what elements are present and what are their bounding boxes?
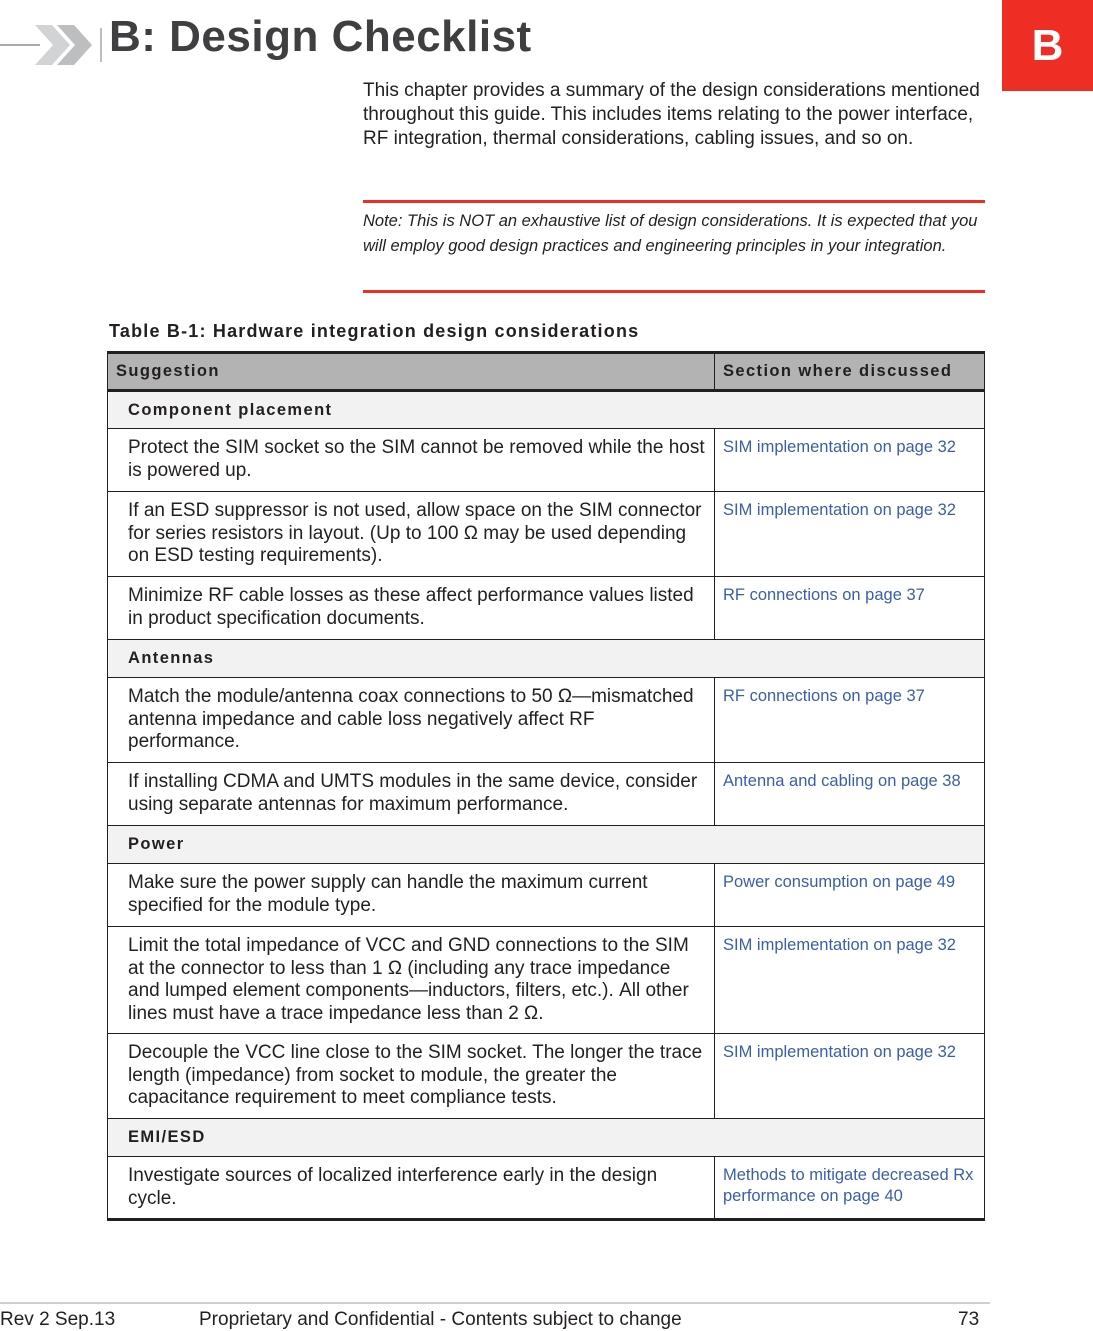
table-row [108,429,985,492]
suggestion-cell: If installing CDMA and UMTS modules in the same device, consider using separate antennas for maximum performance. [108,763,715,826]
section-link[interactable]: SIM implementation on page 32 [715,927,985,1034]
group-row-component-placement [108,391,985,429]
footer-rule [0,1302,990,1304]
section-link[interactable]: SIM implementation on page 32 [715,429,985,492]
table-row [108,763,985,826]
table-row [108,1034,985,1119]
section-link[interactable]: Methods to mitigate decreased Rx performance on page 40 [715,1157,985,1220]
suggestion-cell: Match the module/antenna coax connections to 50 Ω—mismatched antenna impedance and cable loss negatively affect RF performance. [108,678,715,763]
suggestion-cell: Limit the total impedance of VCC and GND connections to the SIM at the connector to less than 1 Ω (including any trace impedance and lumped element components—inductors, filters, etc.). All other lines must have a trace impedance less than 2 Ω. [108,927,715,1034]
section-link[interactable]: Power consumption on page 49 [715,864,985,927]
group-label: EMI/ESD [108,1119,985,1157]
table-row [108,927,985,1034]
table-row [108,1157,985,1220]
table-row [108,492,985,577]
suggestion-cell: Protect the SIM socket so the SIM cannot be removed while the host is powered up. [108,429,715,492]
suggestion-cell: Minimize RF cable losses as these affect performance values listed in product specification documents. [108,577,715,640]
footer-page-number: 73 [958,1309,980,1330]
column-header-suggestion: Suggestion [108,353,715,391]
group-row-antennas [108,640,985,678]
table-row [108,864,985,927]
intro-paragraph: This chapter provides a summary of the design considerations mentioned throughout this guide. This includes items relating to the power interface, RF integration, thermal considerations, cabling issues, and so on. [363,80,980,149]
table-header-row [108,353,985,391]
suggestion-cell: If an ESD suppressor is not used, allow space on the SIM connector for series resistors in layout. (Up to 100 Ω may be used depending on ESD testing requirements). [108,492,715,577]
design-checklist-table [107,351,985,1221]
group-row-emi-esd [108,1119,985,1157]
table-caption: Table B-1: Hardware integration design considerations [109,321,640,341]
footer-confidentiality: Proprietary and Confidential - Contents subject to change [199,1309,682,1330]
suggestion-cell: Investigate sources of localized interference early in the design cycle. [108,1157,715,1220]
table-row [108,577,985,640]
chapter-tab: B [1002,0,1093,91]
suggestion-cell: Decouple the VCC line close to the SIM socket. The longer the trace length (impedance) from socket to module, the greater the capacitance requirement to meet compliance tests. [108,1034,715,1119]
footer-revision: Rev 2 Sep.13 [0,1309,116,1330]
section-link[interactable]: RF connections on page 37 [715,678,985,763]
section-link[interactable]: SIM implementation on page 32 [715,1034,985,1119]
page-title: B: Design Checklist [109,12,532,61]
note-box: Note: This is NOT an exhaustive list of design considerations. It is expected that you will employ good design practices and engineering principles in your integration. [363,200,985,293]
column-header-section: Section where discussed [715,353,985,391]
table-row [108,678,985,763]
section-link[interactable]: Antenna and cabling on page 38 [715,763,985,826]
group-label: Component placement [108,391,985,429]
chevron-arrows-icon [30,22,105,68]
section-link[interactable]: RF connections on page 37 [715,577,985,640]
group-label: Power [108,826,985,864]
section-link[interactable]: SIM implementation on page 32 [715,492,985,577]
group-row-power [108,826,985,864]
group-label: Antennas [108,640,985,678]
suggestion-cell: Make sure the power supply can handle the maximum current specified for the module type. [108,864,715,927]
